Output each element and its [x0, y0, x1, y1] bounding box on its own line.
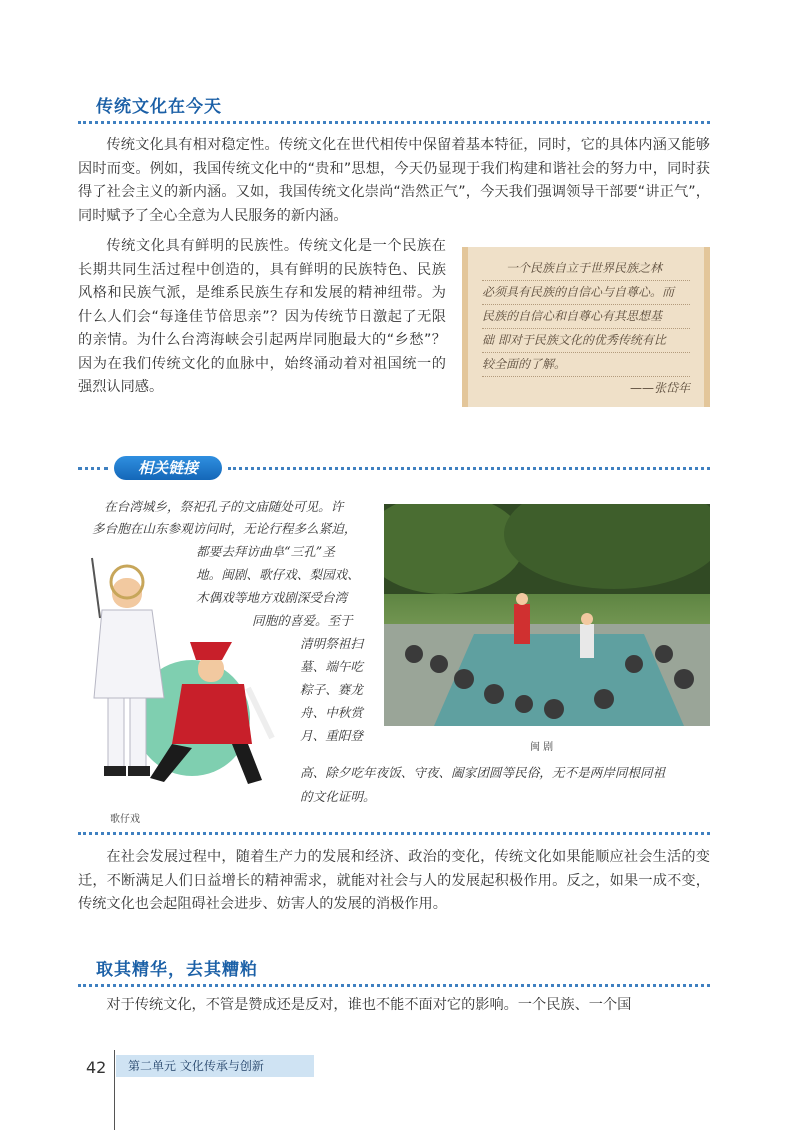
story-line: 木偶戏等地方戏剧深受台湾 — [196, 590, 348, 605]
story-line: 高、除夕吃年夜饭、守夜、阖家团圆等民俗，无不是两岸同根同祖 — [300, 765, 666, 780]
story-line: 粽子、赛龙 — [300, 682, 363, 697]
story-line: 同胞的喜爱。至于 — [252, 613, 353, 628]
page-number: 42 — [86, 1058, 107, 1077]
caption-gezai-opera: 歌仔戏 — [110, 814, 140, 825]
story-line: 墓、端午吃 — [300, 659, 363, 674]
section-divider — [78, 121, 710, 124]
related-links-bar — [78, 456, 710, 480]
story-line: 的文化证明。 — [300, 789, 376, 804]
gezai-opera-image — [72, 548, 282, 794]
related-links-end-divider — [78, 832, 710, 835]
story-line: 舟、中秋赏 — [300, 705, 363, 720]
section-title-essence: 取其精华，去其糟粕 — [96, 960, 258, 980]
paragraph-facing-tradition: 对于传统文化，不管是赞成还是反对，谁也不能不面对它的影响。一个民族、一个国 — [106, 997, 632, 1013]
story-line: 地。闽剧、歌仔戏、梨园戏、 — [196, 567, 360, 582]
quote-line: 础 即对于民族文化的优秀传统有比 — [482, 329, 690, 353]
story-line: 月、重阳登 — [300, 728, 363, 743]
paragraph-stability: 传统文化具有相对稳定性。传统文化在世代相传中保留着基本特征，同时，它的具体内涵又能够因时而变。例如，我国传统文化中的“贵和”思想，今天仍显现于我们构建和谐社会的努力中，同时获得了社会主义的新内涵。又如，我国传统文化崇尚“浩然正气”，今天我们强调领导干部要“讲正气”，同时赋予了全心全意为人民服务的新内涵。 — [78, 137, 710, 224]
min-opera-photo — [384, 504, 710, 726]
story-line: 清明祭祖扫 — [300, 636, 363, 651]
paragraph-social-development: 在社会发展过程中，随着生产力的发展和经济、政治的变化，传统文化如果能顺应社会生活的变迁，不断满足人们日益增长的精神需求，就能对社会与人的发展起积极作用。反之，如果一成不变，传统文化也会起阻碍社会进步、妨害人的发展的消极作用。 — [78, 849, 710, 912]
quote-author: ——张岱年 — [629, 381, 690, 395]
quote-line: 民族的自信心和自尊心有其思想基 — [482, 305, 690, 329]
quote-line: 一个民族自立于世界民族之林 — [482, 257, 690, 281]
unit-label: 第二单元 文化传承与创新 — [116, 1055, 314, 1077]
caption-min-opera: 闽 剧 — [530, 742, 554, 753]
section-divider — [78, 984, 710, 987]
story-line: 都要去拜访曲阜“三孔”圣 — [196, 544, 335, 559]
section-title-tradition-today: 传统文化在今天 — [96, 97, 222, 117]
paragraph-nationality: 传统文化具有鲜明的民族性。传统文化是一个民族在长期共同生活过程中创造的，具有鲜明的民族特色、民族风格和民族气派，是维系民族生存和发展的精神纽带。为什么人们会“每逢佳节倍思亲”？因为传统节日激起了无限的亲情。为什么台湾海峡会引起两岸同胞最大的“乡愁”？因为在我们传统文化的血脉中，始终涌动着对祖国统一的强烈认同感。 — [78, 238, 446, 395]
quote-box — [462, 247, 710, 407]
quote-line: 较全面的了解。 — [482, 353, 690, 377]
quote-line: 必须具有民族的自信心与自尊心。而 — [482, 281, 690, 305]
story-line: 在台湾城乡，祭祀孔子的文庙随处可见。许 — [104, 499, 344, 514]
story-line: 多台胞在山东参观访问时，无论行程多么紧迫， — [92, 521, 357, 536]
related-links-tag: 相关链接 — [114, 456, 222, 480]
